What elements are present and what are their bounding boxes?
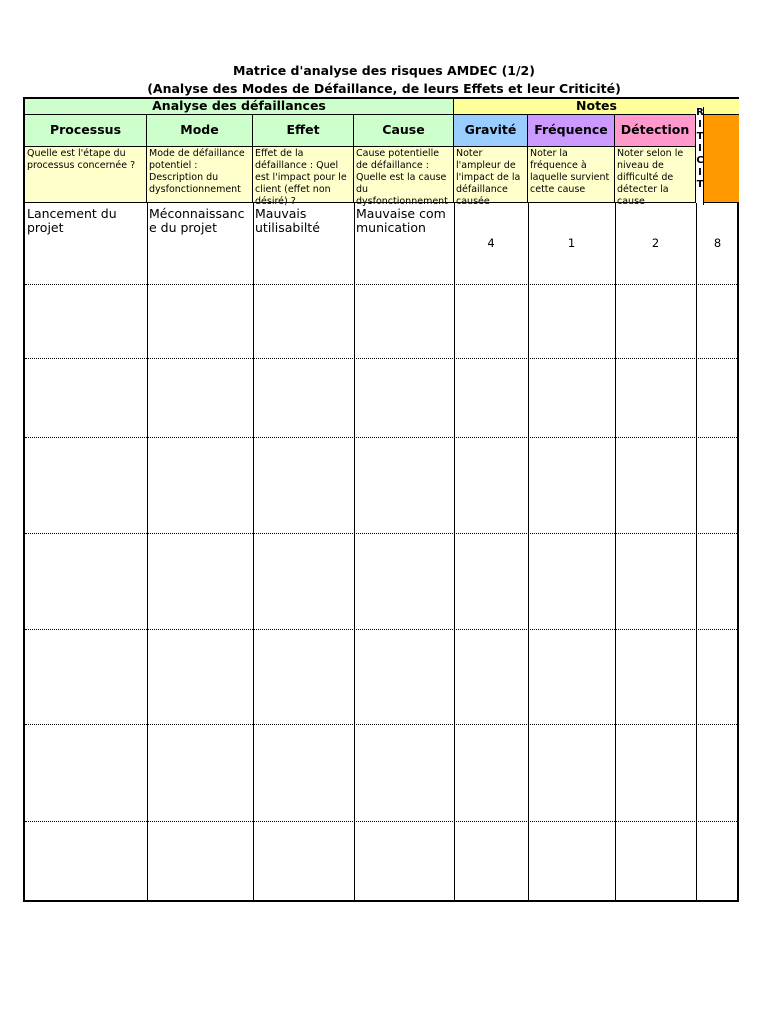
page-subtitle: (Analyse des Modes de Défaillance, de leurs Effets et leur Criticité)	[147, 81, 621, 96]
column-divider	[454, 203, 455, 900]
row1-effet: Mauvais utilisabilté	[255, 206, 320, 235]
column-divider	[354, 203, 355, 900]
row-divider	[25, 437, 737, 438]
header-effet: Effet	[253, 115, 354, 147]
desc-frequence: Noter la fréquence à laquelle survient cette cause	[528, 147, 615, 203]
row1-criticite: 8	[713, 236, 722, 250]
desc-processus: Quelle est l'étape du processus concernée ?	[25, 147, 147, 203]
header-frequence: Fréquence	[528, 115, 615, 147]
criticite-vertical-label: RITICIT	[696, 107, 704, 205]
header-gravite: Gravité	[454, 115, 528, 147]
row-divider	[25, 629, 737, 630]
row1-processus: Lancement du projet	[27, 206, 117, 235]
row-divider	[25, 533, 737, 534]
band-analyse-defaillances: Analyse des défaillances	[25, 99, 454, 115]
band-notes: Notes	[454, 99, 739, 115]
row-divider	[25, 284, 737, 285]
desc-cause: Cause potentielle de défaillance : Quelle est la cause du dysfonctionnement	[354, 147, 454, 203]
header-cause: Cause	[354, 115, 454, 147]
header-processus: Processus	[25, 115, 147, 147]
row-divider	[25, 358, 737, 359]
row1-frequence: 1	[567, 236, 576, 250]
header-criticite	[696, 107, 739, 203]
column-divider	[696, 203, 697, 900]
page-title: Matrice d'analyse des risques AMDEC (1/2)	[233, 63, 535, 78]
row1-mode: Méconnaissance du projet	[149, 206, 245, 235]
column-divider	[253, 203, 254, 900]
desc-detection: Noter selon le niveau de difficulté de détecter la cause	[615, 147, 696, 203]
desc-gravite: Noter l'ampleur de l'impact de la défaillance causée	[454, 147, 528, 203]
header-detection: Détection	[615, 115, 696, 147]
row-divider	[25, 724, 737, 725]
row-divider	[25, 821, 737, 822]
row1-gravite: 4	[487, 236, 495, 250]
column-divider	[147, 203, 148, 900]
desc-mode: Mode de défaillance potentiel : Description du dysfonctionnement	[147, 147, 253, 203]
row1-detection: 2	[651, 236, 660, 250]
amdec-table	[23, 97, 739, 902]
column-divider	[528, 203, 529, 900]
desc-effet: Effet de la défaillance : Quel est l'impact pour le client (effet non désiré) ?	[253, 147, 354, 203]
column-divider	[615, 203, 616, 900]
header-mode: Mode	[147, 115, 253, 147]
row1-cause: Mauvaise communication	[356, 206, 446, 235]
